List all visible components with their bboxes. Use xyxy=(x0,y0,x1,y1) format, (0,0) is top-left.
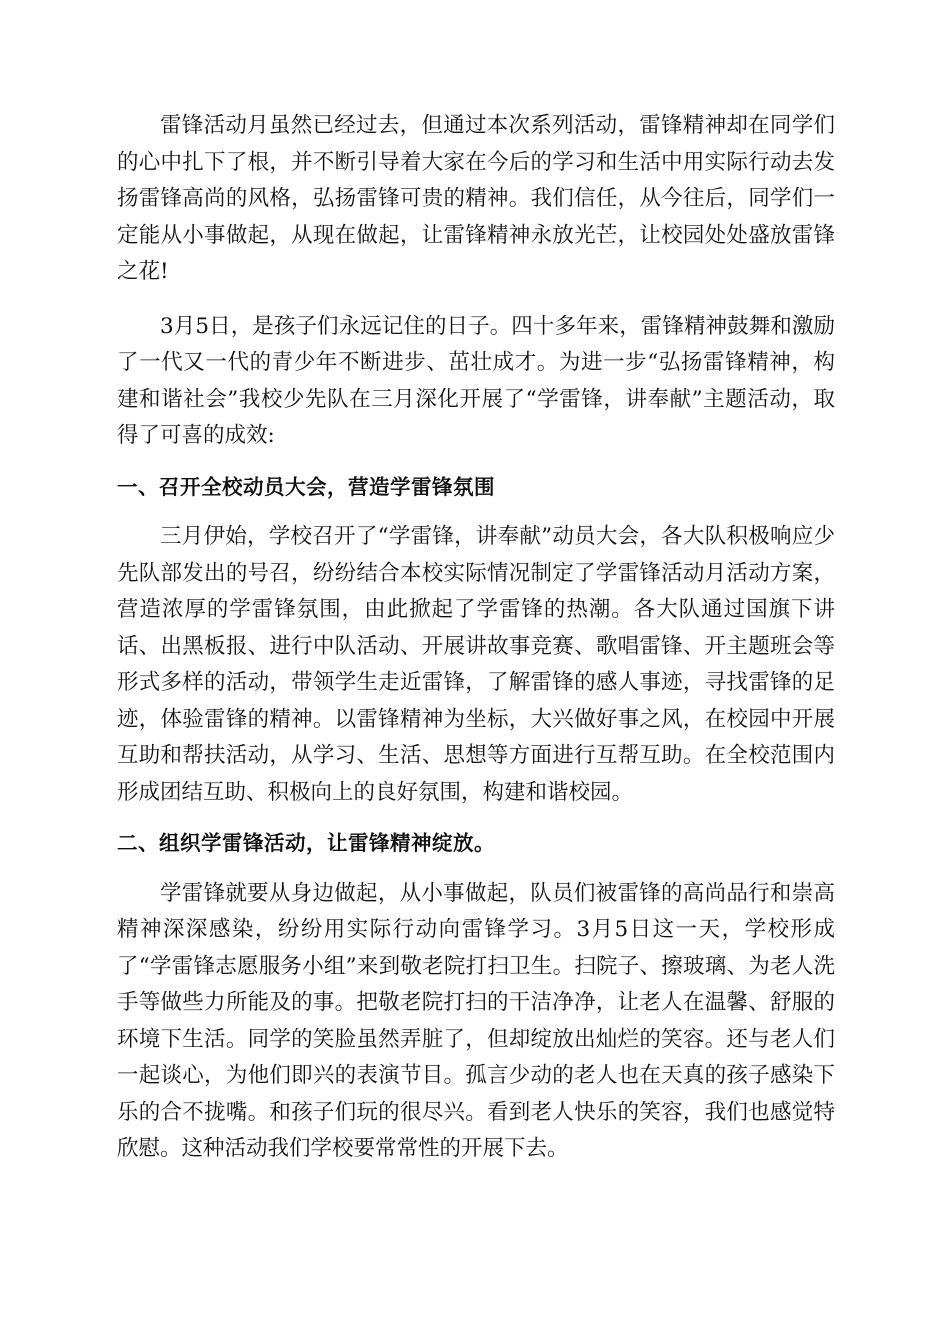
document-body xyxy=(117,108,835,1168)
paragraph-summary: 雷锋活动月虽然已经过去，但通过本次系列活动，雷锋精神却在同学们的心中扎下了根，并不断引导着大家在今后的学习和生活中用实际行动去发扬雷锋高尚的风格，弘扬雷锋可贵的精神。我们信任，从今往后，同学们一定能从小事做起，从现在做起，让雷锋精神永放光芒，让校园处处盛放雷锋之花! xyxy=(117,113,835,284)
paragraph-section-2: 学雷锋就要从身边做起，从小事做起，队员们被雷锋的高尚品行和崇高精神深深感染，纷纷用实际行动向雷锋学习。3月5日这一天，学校形成了“学雷锋志愿服务小组”来到敬老院打扫卫生。扫院子、擦玻璃、为老人洗手等做些力所能及的事。把敬老院打扫的干洁净净，让老人在温馨、舒服的环境下生活。同学的笑脸虽然弄脏了，但却绽放出灿烂的笑容。还与老人们一起谈心，为他们即兴的表演节目。孤言少动的老人也在天真的孩子感染下乐的合不拢嘴。和孩子们玩的很尽兴。看到老人快乐的笑容，我们也感觉特欣慰。这种活动我们学校要常常性的开展下去。 xyxy=(117,880,835,1161)
section-heading-1: 一、召开全校动员大会，营造学雷锋氛围 xyxy=(117,474,495,499)
paragraph-intro: 3月5日，是孩子们永远记住的日子。四十多年来，雷锋精神鼓舞和激励了一代又一代的青少年不断进步、茁壮成才。为进一步“弘扬雷锋精神，构建和谐社会”我校少先队在三月深化开展了“学雷锋，讲奉献”主题活动，取得了可喜的成效: xyxy=(117,313,835,448)
section-heading-2: 二、组织学雷锋活动，让雷锋精神绽放。 xyxy=(117,831,495,855)
paragraph-section-1: 三月伊始，学校召开了“学雷锋，讲奉献”动员大会，各大队积极响应少先队部发出的号召，纷纷结合本校实际情况制定了学雷锋活动月活动方案，营造浓厚的学雷锋氛围，由此掀起了学雷锋的热潮。各大队通过国旗下讲话、出黑板报、进行中队活动、开展讲故事竞赛、歌唱雷锋、开主题班会等形式多样的活动，带领学生走近雷锋，了解雷锋的感人事迹，寻找雷锋的足迹，体验雷锋的精神。以雷锋精神为坐标，大兴做好事之风，在校园中开展互助和帮扶活动，从学习、生活、思想等方面进行互帮互助。在全校范围内形成团结互助、积极向上的良好氛围，构建和谐校园。 xyxy=(117,524,835,805)
